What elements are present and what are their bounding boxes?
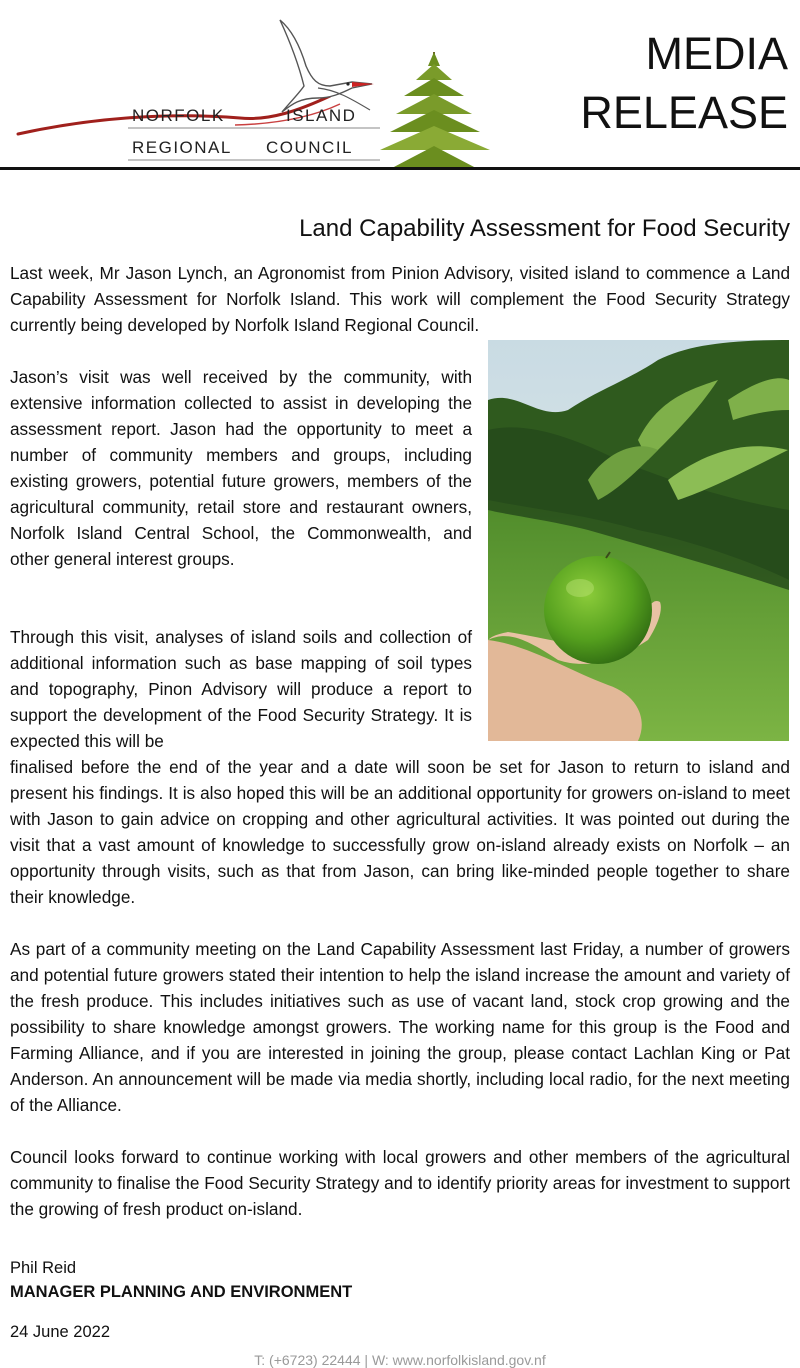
paragraph-5: Council looks forward to continue working with local growers and other members of the agricultural community to finalise the Food Security Strategy and to identify priority areas for investment to support the growing of fresh product on-island.	[10, 1147, 790, 1219]
signatory-title: MANAGER PLANNING AND ENVIRONMENT	[10, 1283, 353, 1301]
logo-word-regional: REGIONAL	[132, 138, 232, 157]
release-subject: Land Capability Assessment for Food Security	[299, 215, 790, 242]
paragraph-4: As part of a community meeting on the Land Capability Assessment last Friday, a number of growers and potential future growers stated their intention to help the island increase the amount and variety of the fresh produce. This includes initiatives such as use of vacant land, stock crop growing and the possibility to share knowledge amongst growers. The working name for this group is the Food and Farming Alliance, and if you are interested in joining the group, please contact Lachlan King or Pat Anderson. An announcement will be made via media shortly, including local radio, for the next meeting of the Alliance.	[10, 939, 790, 1115]
header-divider	[0, 167, 800, 170]
logo-word-norfolk: NORFOLK	[132, 106, 225, 125]
signatory-name: Phil Reid	[10, 1259, 77, 1277]
avocado-in-hand-image-icon	[488, 340, 789, 741]
logo-word-council: COUNCIL	[266, 138, 354, 157]
document-type-line-2: RELEASE	[580, 87, 788, 138]
document-type-line-1: MEDIA	[645, 28, 788, 79]
header	[0, 0, 800, 172]
avocado-photo	[488, 340, 789, 741]
paragraph-1: Last week, Mr Jason Lynch, an Agronomist from Pinion Advisory, visited island to commence a Land Capability Assessment for Norfolk Island. This work will complement the Food Security Strategy currently being developed by Norfolk Island Regional Council.	[10, 263, 790, 335]
document-type-heading	[580, 24, 788, 142]
footer-contact: T: (+6723) 22444 | W: www.norfolkisland.gov.nf	[254, 1352, 546, 1368]
release-date: 24 June 2022	[10, 1323, 111, 1341]
logo-graphic-icon	[0, 0, 520, 170]
paragraph-2: Jason’s visit was well received by the community, with extensive information collected to assist in developing the assessment report. Jason had the opportunity to meet a number of community members and groups, including existing growers, potential future growers, members of the agricultural community, retail store and restaurant owners, Norfolk Island Central School, the Commonwealth, and other general interest groups.	[10, 367, 472, 569]
logo-word-island: ISLAND	[286, 106, 357, 125]
paragraph-3-part-2: finalised before the end of the year and a date will soon be set for Jason to return to island and present his findings. It is also hoped this will be an additional opportunity for growers on-island to meet with Jason to gain advice on cropping and other agricultural activities. It was pointed out during the visit that a vast amount of knowledge to successfully grow on-island already exists on Norfolk – an opportunity through visits, such as that from Jason, can bring like-minded people together to share their knowledge.	[10, 757, 790, 907]
council-logo	[0, 0, 520, 170]
paragraph-3-part-1: Through this visit, analyses of island soils and collection of additional information such as base mapping of soil types and topography, Pinon Advisory will produce a report to support the development of the Food Security Strategy. It is expected this will be	[10, 627, 472, 751]
